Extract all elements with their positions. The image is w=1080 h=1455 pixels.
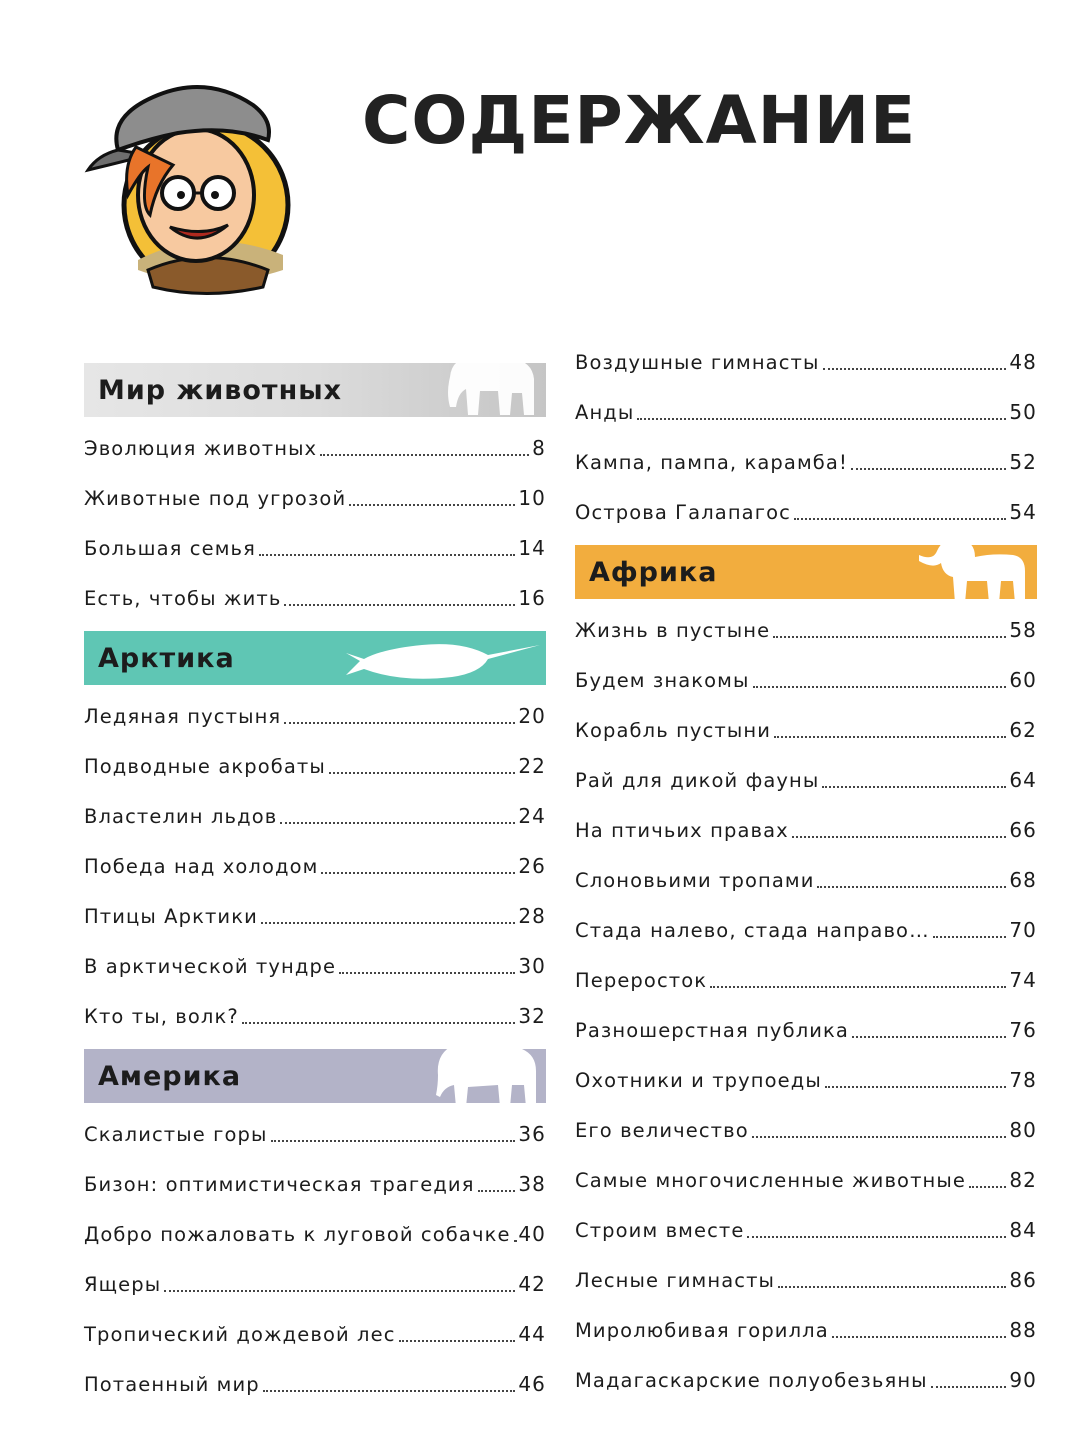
toc-entry[interactable]: Рай для дикой фауны 64 <box>575 768 1037 792</box>
toc-entry[interactable]: Охотники и трупоеды 78 <box>575 1068 1037 1092</box>
toc-entry[interactable]: Жизнь в пустыне 58 <box>575 618 1037 642</box>
toc-entry[interactable]: Ледяная пустыня 20 <box>84 704 546 728</box>
toc-entry[interactable]: На птичьих правах 66 <box>575 818 1037 842</box>
toc-entry[interactable]: Большая семья 14 <box>84 536 546 560</box>
bison-icon <box>432 1035 542 1110</box>
toc-entry[interactable]: Миролюбивая горилла 88 <box>575 1318 1037 1342</box>
toc-right-column <box>575 337 1037 1405</box>
toc-entry[interactable]: Эволюция животных 8 <box>84 436 546 460</box>
section-entries-amerika-continued <box>575 337 1037 537</box>
toc-entry[interactable]: Будем знакомы 60 <box>575 668 1037 692</box>
toc-left-column <box>84 355 546 1409</box>
toc-entry[interactable]: Мадагаскарские полуобезьяны 90 <box>575 1368 1037 1392</box>
section-entries-amerika <box>84 1109 546 1409</box>
toc-entry[interactable]: Строим вместе 84 <box>575 1218 1037 1242</box>
toc-entry[interactable]: Добро пожаловать к луговой собачке 40 <box>84 1222 546 1246</box>
toc-entry[interactable]: Потаенный мир 46 <box>84 1372 546 1396</box>
toc-entry[interactable]: Птицы Арктики 28 <box>84 904 546 928</box>
section-entries-mir <box>84 423 546 623</box>
toc-entry[interactable]: Анды 50 <box>575 400 1037 424</box>
toc-entry[interactable]: Самые многочисленные животные 82 <box>575 1168 1037 1192</box>
section-label: Арктика <box>98 642 235 674</box>
toc-entry[interactable]: Кампа, пампа, карамба! 52 <box>575 450 1037 474</box>
toc-entry[interactable]: Острова Галапагос 54 <box>575 500 1037 524</box>
section-header-arktika <box>84 631 546 685</box>
toc-entry[interactable]: Слоновьими тропами 68 <box>575 868 1037 892</box>
toc-entry[interactable]: Его величество 80 <box>575 1118 1037 1142</box>
toc-entry[interactable]: Бизон: оптимистическая трагедия 38 <box>84 1172 546 1196</box>
toc-entry[interactable]: Разношерстная публика 76 <box>575 1018 1037 1042</box>
toc-entry[interactable]: Животные под угрозой 10 <box>84 486 546 510</box>
toc-entry[interactable]: Ящеры 42 <box>84 1272 546 1296</box>
mascot-boy-icon <box>78 55 308 295</box>
toc-entry[interactable]: Воздушные гимнасты 48 <box>575 350 1037 374</box>
section-header-afrika <box>575 545 1037 599</box>
toc-entry[interactable]: Подводные акробаты 22 <box>84 754 546 778</box>
toc-entry[interactable]: В арктической тундре 30 <box>84 954 546 978</box>
section-entries-afrika <box>575 605 1037 1405</box>
page-title: СОДЕРЖАНИЕ <box>362 82 917 159</box>
section-label: Африка <box>589 556 718 588</box>
section-header-mir <box>84 363 546 417</box>
section-header-amerika <box>84 1049 546 1103</box>
lion-icon <box>913 531 1033 606</box>
elephant-icon <box>442 349 542 419</box>
toc-entry[interactable]: Скалистые горы 36 <box>84 1122 546 1146</box>
narwhal-icon <box>342 631 542 691</box>
toc-entry[interactable]: Стада налево, стада направо… 70 <box>575 918 1037 942</box>
toc-entry[interactable]: Тропический дождевой лес 44 <box>84 1322 546 1346</box>
toc-entry[interactable]: Кто ты, волк? 32 <box>84 1004 546 1028</box>
toc-entry[interactable]: Властелин льдов 24 <box>84 804 546 828</box>
toc-entry[interactable]: Есть, чтобы жить 16 <box>84 586 546 610</box>
section-label: Америка <box>98 1060 242 1092</box>
toc-entry[interactable]: Лесные гимнасты 86 <box>575 1268 1037 1292</box>
section-entries-arktika <box>84 691 546 1041</box>
toc-entry[interactable]: Корабль пустыни 62 <box>575 718 1037 742</box>
toc-entry[interactable]: Переросток 74 <box>575 968 1037 992</box>
toc-entry[interactable]: Победа над холодом 26 <box>84 854 546 878</box>
section-label: Мир животных <box>98 374 343 406</box>
